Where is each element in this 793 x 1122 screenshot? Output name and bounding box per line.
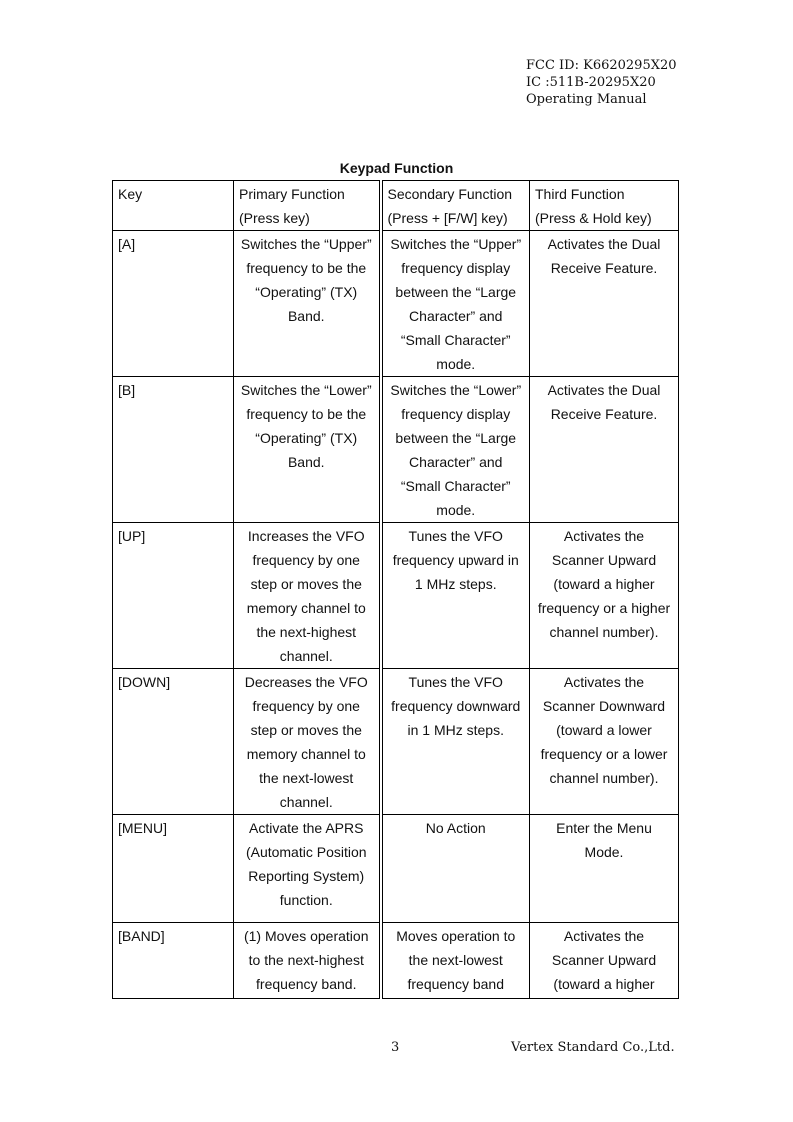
primary-function-cell: Increases the VFO frequency by one step or moves the memory channel to the next-highest channel. bbox=[234, 523, 381, 669]
third-function-cell: Activates the Scanner Upward (toward a higher bbox=[530, 923, 679, 999]
primary-function-cell: Activate the APRS (Automatic Position Reporting System) function. bbox=[234, 815, 381, 923]
fcc-id: FCC ID: K6620295X20 bbox=[526, 58, 677, 73]
table-body bbox=[113, 231, 679, 999]
header-third: Third Function (Press & Hold key) bbox=[530, 181, 679, 231]
secondary-function-cell: No Action bbox=[381, 815, 530, 923]
table-row bbox=[113, 815, 679, 923]
ic-number: IC :511B-20295X20 bbox=[526, 75, 656, 90]
primary-function-cell: (1) Moves operation to the next-highest frequency band. bbox=[234, 923, 381, 999]
key-cell: [B] bbox=[113, 377, 234, 523]
secondary-function-cell: Moves operation to the next-lowest frequency band bbox=[381, 923, 530, 999]
key-cell: [BAND] bbox=[113, 923, 234, 999]
manual-title: Operating Manual bbox=[526, 92, 647, 107]
third-function-cell: Activates the Dual Receive Feature. bbox=[530, 231, 679, 377]
document-header bbox=[526, 57, 677, 108]
header-secondary: Secondary Function (Press + [F/W] key) bbox=[381, 181, 530, 231]
table-header-row bbox=[113, 181, 679, 231]
primary-function-cell: Switches the “Lower” frequency to be the “Operating” (TX) Band. bbox=[234, 377, 381, 523]
primary-function-cell: Switches the “Upper” frequency to be the “Operating” (TX) Band. bbox=[234, 231, 381, 377]
table-row bbox=[113, 231, 679, 377]
company-name: Vertex Standard Co.,Ltd. bbox=[511, 1040, 675, 1055]
key-cell: [DOWN] bbox=[113, 669, 234, 815]
header-key: Key bbox=[113, 181, 234, 231]
key-cell: [UP] bbox=[113, 523, 234, 669]
table-row bbox=[113, 377, 679, 523]
table-row bbox=[113, 523, 679, 669]
table-row bbox=[113, 923, 679, 999]
header-primary: Primary Function (Press key) bbox=[234, 181, 381, 231]
secondary-function-cell: Switches the “Upper” frequency display between the “Large Character” and “Small Character” mode. bbox=[381, 231, 530, 377]
key-cell: [A] bbox=[113, 231, 234, 377]
primary-function-cell: Decreases the VFO frequency by one step or moves the memory channel to the next-lowest channel. bbox=[234, 669, 381, 815]
table-row bbox=[113, 669, 679, 815]
page-number: 3 bbox=[391, 1040, 400, 1055]
secondary-function-cell: Tunes the VFO frequency upward in 1 MHz steps. bbox=[381, 523, 530, 669]
table-title: Keypad Function bbox=[339, 160, 454, 176]
third-function-cell: Activates the Scanner Upward (toward a higher frequency or a higher channel number). bbox=[530, 523, 679, 669]
third-function-cell: Enter the Menu Mode. bbox=[530, 815, 679, 923]
key-cell: [MENU] bbox=[113, 815, 234, 923]
keypad-function-table bbox=[112, 180, 679, 999]
third-function-cell: Activates the Scanner Downward (toward a lower frequency or a lower channel number). bbox=[530, 669, 679, 815]
third-function-cell: Activates the Dual Receive Feature. bbox=[530, 377, 679, 523]
secondary-function-cell: Switches the “Lower” frequency display between the “Large Character” and “Small Character” mode. bbox=[381, 377, 530, 523]
secondary-function-cell: Tunes the VFO frequency downward in 1 MHz steps. bbox=[381, 669, 530, 815]
